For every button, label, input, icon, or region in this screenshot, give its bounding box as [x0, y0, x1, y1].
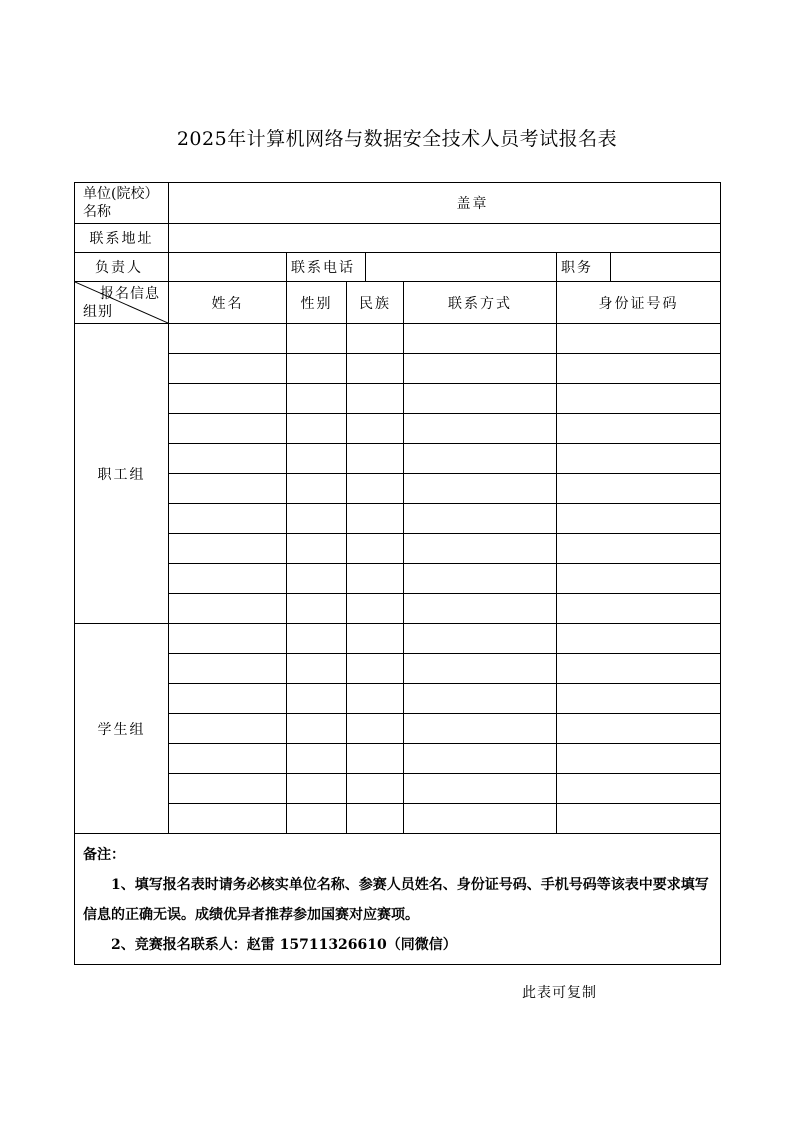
cell-ethnicity[interactable] — [347, 414, 404, 444]
table-row — [75, 474, 721, 504]
cell-ethnicity[interactable] — [347, 444, 404, 474]
cell-ethnicity[interactable] — [347, 324, 404, 354]
cell-gender[interactable] — [287, 384, 347, 414]
cell-ethnicity[interactable] — [347, 684, 404, 714]
cell-id-number[interactable] — [557, 594, 721, 624]
cell-gender[interactable] — [287, 684, 347, 714]
cell-ethnicity[interactable] — [347, 504, 404, 534]
note-item-2: 2、竞赛报名联系人：赵雷 15711326610（同微信） — [111, 937, 457, 953]
cell-id-number[interactable] — [557, 474, 721, 504]
diagonal-header-cell — [75, 282, 169, 324]
cell-ethnicity[interactable] — [347, 654, 404, 684]
cell-ethnicity[interactable] — [347, 624, 404, 654]
cell-id-number[interactable] — [557, 714, 721, 744]
copy-note: 此表可复制 — [522, 985, 597, 1001]
cell-contact[interactable] — [404, 444, 557, 474]
table-row — [75, 654, 721, 684]
cell-name[interactable] — [169, 564, 287, 594]
cell-id-number[interactable] — [557, 774, 721, 804]
cell-contact[interactable] — [404, 324, 557, 354]
diag-bottom-label: 组别 — [83, 304, 113, 320]
cell-name[interactable] — [169, 534, 287, 564]
cell-name[interactable] — [169, 744, 287, 774]
cell-id-number[interactable] — [557, 414, 721, 444]
cell-contact[interactable] — [404, 684, 557, 714]
cell-contact[interactable] — [404, 354, 557, 384]
cell-contact[interactable] — [404, 624, 557, 654]
cell-name[interactable] — [169, 684, 287, 714]
table-row — [75, 414, 721, 444]
cell-contact[interactable] — [404, 744, 557, 774]
phone-field[interactable] — [366, 253, 557, 282]
cell-gender[interactable] — [287, 354, 347, 384]
table-row — [75, 534, 721, 564]
cell-ethnicity[interactable] — [347, 804, 404, 834]
cell-gender[interactable] — [287, 744, 347, 774]
diag-top-label: 报名信息 — [100, 286, 160, 302]
cell-contact[interactable] — [404, 594, 557, 624]
cell-name[interactable] — [169, 414, 287, 444]
cell-name[interactable] — [169, 804, 287, 834]
cell-gender[interactable] — [287, 774, 347, 804]
cell-contact[interactable] — [404, 774, 557, 804]
cell-ethnicity[interactable] — [347, 534, 404, 564]
cell-id-number[interactable] — [557, 534, 721, 564]
cell-contact[interactable] — [404, 474, 557, 504]
cell-gender[interactable] — [287, 474, 347, 504]
cell-id-number[interactable] — [557, 804, 721, 834]
cell-id-number[interactable] — [557, 684, 721, 714]
person-in-charge-label: 负责人 — [75, 253, 169, 282]
cell-gender[interactable] — [287, 594, 347, 624]
address-label: 联系地址 — [75, 224, 169, 253]
table-row — [75, 384, 721, 414]
cell-name[interactable] — [169, 714, 287, 744]
note-item-1: 1、填写报名表时请务必核实单位名称、参赛人员姓名、身份证号码、手机号码等该表中要求填写信息的正确无误。成绩优异者推荐参加国赛对应赛项。 — [83, 877, 709, 923]
table-row — [75, 744, 721, 774]
cell-ethnicity[interactable] — [347, 714, 404, 744]
col-header-ethnicity: 民族 — [347, 282, 404, 324]
col-header-id-number: 身份证号码 — [557, 282, 721, 324]
notes-heading: 备注： — [83, 847, 125, 863]
cell-id-number[interactable] — [557, 354, 721, 384]
cell-ethnicity[interactable] — [347, 744, 404, 774]
cell-id-number[interactable] — [557, 324, 721, 354]
table-row — [75, 444, 721, 474]
cell-contact[interactable] — [404, 414, 557, 444]
cell-id-number[interactable] — [557, 444, 721, 474]
cell-name[interactable] — [169, 444, 287, 474]
cell-gender[interactable] — [287, 564, 347, 594]
cell-id-number[interactable] — [557, 564, 721, 594]
cell-gender[interactable] — [287, 624, 347, 654]
cell-contact[interactable] — [404, 714, 557, 744]
group-label: 职工组 — [75, 324, 169, 624]
cell-contact[interactable] — [404, 564, 557, 594]
registration-table — [74, 182, 721, 965]
notes-cell — [75, 834, 721, 965]
cell-gender[interactable] — [287, 444, 347, 474]
cell-id-number[interactable] — [557, 654, 721, 684]
group-label: 学生组 — [75, 624, 169, 834]
table-row — [75, 624, 721, 654]
cell-id-number[interactable] — [557, 624, 721, 654]
table-row — [75, 354, 721, 384]
cell-gender[interactable] — [287, 414, 347, 444]
cell-id-number[interactable] — [557, 384, 721, 414]
col-header-contact: 联系方式 — [404, 282, 557, 324]
cell-gender[interactable] — [287, 804, 347, 834]
cell-ethnicity[interactable] — [347, 564, 404, 594]
cell-contact[interactable] — [404, 654, 557, 684]
table-row — [75, 504, 721, 534]
unit-name-label: 单位(院校）名称 — [75, 183, 169, 224]
position-field[interactable] — [611, 253, 721, 282]
cell-ethnicity[interactable] — [347, 354, 404, 384]
cell-gender[interactable] — [287, 654, 347, 684]
cell-id-number[interactable] — [557, 744, 721, 774]
cell-name[interactable] — [169, 624, 287, 654]
person-in-charge-field[interactable] — [169, 253, 287, 282]
cell-name[interactable] — [169, 384, 287, 414]
cell-name[interactable] — [169, 324, 287, 354]
cell-name[interactable] — [169, 594, 287, 624]
cell-name[interactable] — [169, 354, 287, 384]
cell-contact[interactable] — [404, 534, 557, 564]
table-row — [75, 804, 721, 834]
table-row — [75, 774, 721, 804]
cell-contact[interactable] — [404, 384, 557, 414]
stamp-label: 盖章 — [456, 196, 489, 212]
phone-label: 联系电话 — [287, 253, 366, 282]
cell-contact[interactable] — [404, 504, 557, 534]
table-row — [75, 564, 721, 594]
col-header-name: 姓名 — [169, 282, 287, 324]
cell-name[interactable] — [169, 654, 287, 684]
unit-name-field[interactable] — [169, 183, 721, 224]
cell-name[interactable] — [169, 774, 287, 804]
cell-gender[interactable] — [287, 324, 347, 354]
table-row — [75, 714, 721, 744]
cell-name[interactable] — [169, 504, 287, 534]
col-header-gender: 性别 — [287, 282, 347, 324]
table-row — [75, 684, 721, 714]
position-label: 职务 — [557, 253, 611, 282]
cell-gender[interactable] — [287, 504, 347, 534]
cell-gender[interactable] — [287, 534, 347, 564]
cell-ethnicity[interactable] — [347, 384, 404, 414]
cell-gender[interactable] — [287, 714, 347, 744]
table-row — [75, 324, 721, 354]
form-title: 2025年计算机网络与数据安全技术人员考试报名表 — [176, 128, 618, 150]
cell-ethnicity[interactable] — [347, 774, 404, 804]
cell-ethnicity[interactable] — [347, 594, 404, 624]
cell-id-number[interactable] — [557, 504, 721, 534]
address-field[interactable] — [169, 224, 721, 253]
cell-ethnicity[interactable] — [347, 474, 404, 504]
table-row — [75, 594, 721, 624]
cell-contact[interactable] — [404, 804, 557, 834]
cell-name[interactable] — [169, 474, 287, 504]
